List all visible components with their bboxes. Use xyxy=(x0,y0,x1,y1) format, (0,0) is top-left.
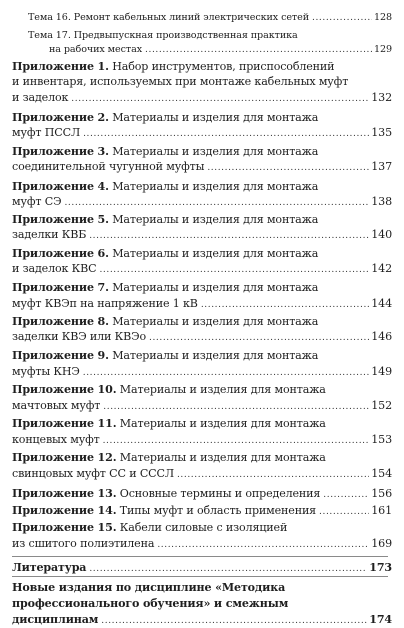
toc-entry-last-line xyxy=(12,433,392,446)
dot-leader xyxy=(103,436,370,446)
toc-entry-line xyxy=(12,451,326,464)
page-number: 146 xyxy=(371,330,392,343)
toc-entry-line xyxy=(12,247,318,260)
page-number: 173 xyxy=(369,561,392,574)
toc-entry-text: Материалы и изделия для монтажа xyxy=(108,315,319,328)
toc-entry-text: свинцовых муфт СС и СССЛ xyxy=(12,467,174,480)
dot-leader xyxy=(207,163,369,173)
toc-entry-last-line xyxy=(12,262,392,275)
toc-entry-line xyxy=(12,180,318,193)
toc-entry-text: мачтовых муфт xyxy=(12,399,101,412)
dot-leader xyxy=(99,265,369,275)
page-number: 144 xyxy=(371,297,392,310)
appendix-label: Приложение 9. xyxy=(12,349,109,362)
appendix-label: Приложение 14. xyxy=(12,504,117,517)
toc-entry-line xyxy=(12,349,318,362)
toc-entry-text: Новые издания по дисциплине «Методика xyxy=(12,581,286,594)
toc-entry-text: Материалы и изделия для монтажа xyxy=(108,247,319,260)
dot-leader xyxy=(323,490,369,500)
appendix-label: Приложение 10. xyxy=(12,383,117,396)
appendix-label: Приложение 2. xyxy=(12,111,109,124)
toc-entry-line xyxy=(12,597,288,610)
toc-entry-line xyxy=(12,521,287,534)
toc-entry-text: Материалы и изделия для монтажа xyxy=(108,213,319,226)
toc-entry-text: и инвентаря, используемых при монтаже кабельных муфт xyxy=(12,75,349,88)
toc-entry-text: Материалы и изделия для монтажа xyxy=(108,180,319,193)
page-number: 161 xyxy=(371,504,392,517)
page-number: 132 xyxy=(371,91,392,104)
toc-entry-last-line xyxy=(12,228,392,241)
toc-entry-text: заделки КВБ xyxy=(12,228,87,241)
appendix-label: Приложение 13. xyxy=(12,487,117,500)
toc-entry-line xyxy=(12,281,318,294)
toc-entry-text: Материалы и изделия для монтажа xyxy=(116,451,326,464)
toc-entry-text: концевых муфт xyxy=(12,433,100,446)
toc-entry-line xyxy=(12,417,326,430)
toc-entry-last-line xyxy=(49,44,392,55)
toc-entry-text: Материалы и изделия для монтажа xyxy=(116,417,326,430)
toc-entry-text: Основные термины и определения xyxy=(116,487,321,500)
toc-entry-line xyxy=(12,581,285,594)
page-number: 154 xyxy=(371,467,392,480)
page-number: 169 xyxy=(371,537,392,550)
dot-leader xyxy=(201,300,369,310)
page-number: 129 xyxy=(373,44,392,55)
toc-entry-text: муфт СЭ xyxy=(12,195,62,208)
page-number: 137 xyxy=(371,160,392,173)
toc-entry-last-line xyxy=(12,561,392,574)
appendix-label: Приложение 1. xyxy=(12,60,109,73)
toc-entry-text: дисциплинам xyxy=(12,613,99,626)
toc-entry-text: Материалы и изделия для монтажа xyxy=(116,383,326,396)
toc-entry-text: профессионального обучения» и смежным xyxy=(12,597,289,610)
toc-entry-line xyxy=(28,30,298,41)
toc-entry-line xyxy=(12,60,334,73)
toc-entry-text: на рабочих местах xyxy=(49,44,143,55)
dot-leader xyxy=(89,564,367,574)
toc-entry-text: Материалы и изделия для монтажа xyxy=(108,111,319,124)
toc-entry-text: и заделок КВС xyxy=(12,262,97,275)
toc-entry-last-line xyxy=(12,195,392,208)
dot-leader xyxy=(103,402,369,412)
appendix-label: Приложение 12. xyxy=(12,451,117,464)
page-number: 152 xyxy=(371,399,392,412)
toc-entry-last-line xyxy=(12,537,392,550)
page-number: 140 xyxy=(371,228,392,241)
toc-entry-last-line xyxy=(12,297,392,310)
page-number: 153 xyxy=(371,433,392,446)
toc-entry-last-line xyxy=(12,365,392,378)
toc-entry-last-line xyxy=(28,12,392,23)
appendix-label: Приложение 8. xyxy=(12,315,109,328)
toc-entry-text: заделки КВЭ или КВЭо xyxy=(12,330,146,343)
page-number: 138 xyxy=(371,195,392,208)
dot-leader xyxy=(83,129,369,139)
appendix-label: Приложение 3. xyxy=(12,145,109,158)
page-number: 149 xyxy=(371,365,392,378)
toc-entry-text: Кабели силовые с изоляцией xyxy=(116,521,288,534)
toc-entry-last-line xyxy=(12,399,392,412)
toc-entry-last-line xyxy=(12,160,392,173)
toc-entry-text: Тема 16. Ремонт кабельных линий электрических сетей xyxy=(28,12,309,23)
dot-leader xyxy=(64,198,369,208)
toc-entry-text: Материалы и изделия для монтажа xyxy=(108,281,319,294)
toc-entry-text: Литература xyxy=(12,561,87,574)
page-number: 174 xyxy=(369,613,392,626)
toc-entry-text: Набор инструментов, приспособлений xyxy=(108,60,335,73)
toc-entry-text: Тема 17. Предвыпускная производственная практика xyxy=(28,30,298,41)
separator-line xyxy=(12,556,388,557)
toc-entry-text: из сшитого полиэтилена xyxy=(12,537,155,550)
dot-leader xyxy=(149,333,369,343)
appendix-label: Приложение 11. xyxy=(12,417,117,430)
dot-leader xyxy=(177,470,369,480)
toc-entry-last-line xyxy=(12,504,392,517)
dot-leader xyxy=(145,45,372,55)
toc-entry-text: муфты КНЭ xyxy=(12,365,80,378)
toc-entry-text: Типы муфт и область применения xyxy=(116,504,317,517)
toc-entry-last-line xyxy=(12,126,392,139)
toc-entry-text: муфт КВЭп на напряжение 1 кВ xyxy=(12,297,198,310)
toc-entry-last-line xyxy=(12,613,392,626)
dot-leader xyxy=(71,94,369,104)
page-number: 142 xyxy=(371,262,392,275)
dot-leader xyxy=(312,13,372,23)
dot-leader xyxy=(89,231,369,241)
toc-entry-last-line xyxy=(12,91,392,104)
page-number: 135 xyxy=(371,126,392,139)
toc-entry-line xyxy=(12,213,318,226)
appendix-label: Приложение 6. xyxy=(12,247,109,260)
toc-entry-text: и заделок xyxy=(12,91,69,104)
separator-line xyxy=(12,576,388,577)
appendix-label: Приложение 15. xyxy=(12,521,117,534)
toc-entry-text: соединительной чугунной муфты xyxy=(12,160,205,173)
toc-entry-line xyxy=(12,145,318,158)
toc-entry-last-line xyxy=(12,330,392,343)
toc-entry-text: Материалы и изделия для монтажа xyxy=(108,145,319,158)
toc-entry-text: Материалы и изделия для монтажа xyxy=(108,349,319,362)
appendix-label: Приложение 5. xyxy=(12,213,109,226)
page-number: 128 xyxy=(373,12,392,23)
toc-entry-line xyxy=(12,75,348,88)
toc-entry-line xyxy=(12,383,326,396)
toc-entry-last-line xyxy=(12,487,392,500)
page-number: 156 xyxy=(371,487,392,500)
dot-leader xyxy=(83,368,370,378)
appendix-label: Приложение 4. xyxy=(12,180,109,193)
dot-leader xyxy=(157,540,369,550)
dot-leader xyxy=(101,616,367,626)
toc-entry-line xyxy=(12,315,318,328)
toc-entry-line xyxy=(12,111,318,124)
dot-leader xyxy=(319,507,369,517)
toc-entry-last-line xyxy=(12,467,392,480)
toc-entry-text: муфт ПССЛ xyxy=(12,126,81,139)
appendix-label: Приложение 7. xyxy=(12,281,109,294)
